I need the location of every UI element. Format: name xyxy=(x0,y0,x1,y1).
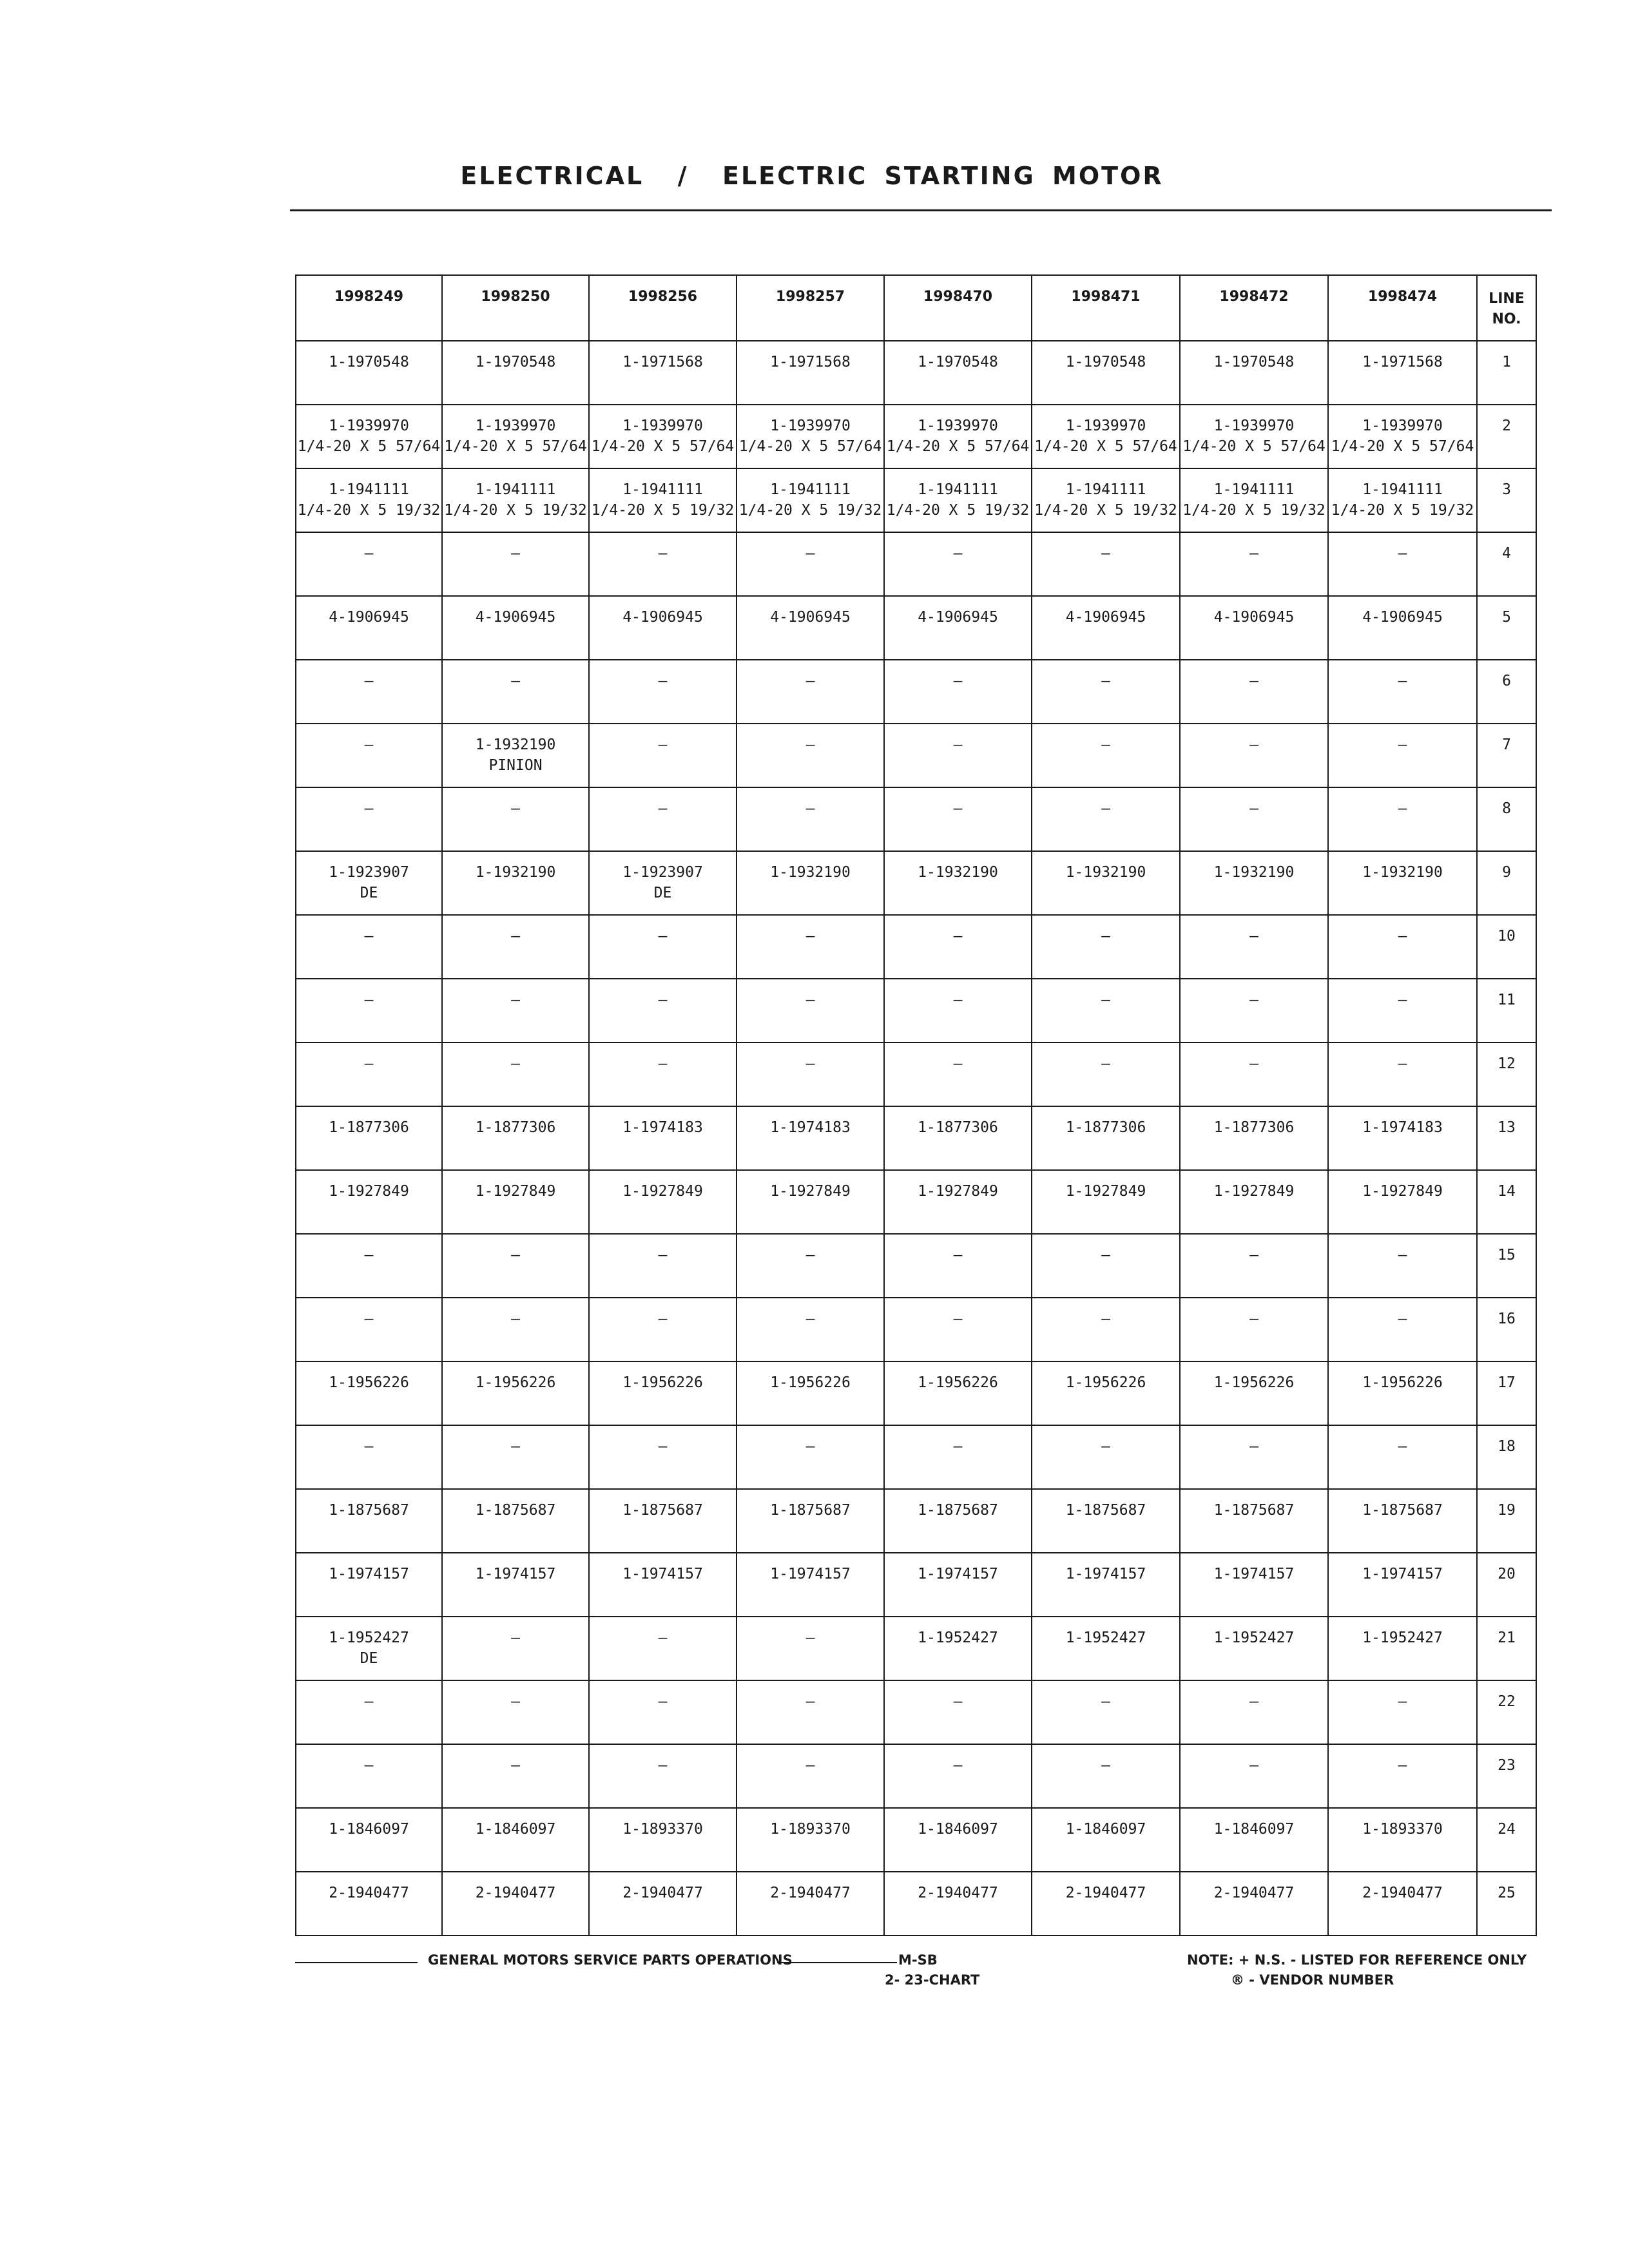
table-cell: 4-1906945 xyxy=(1180,596,1328,660)
table-cell: 1-1952427 xyxy=(1032,1617,1180,1680)
table-cell: — xyxy=(1032,724,1180,787)
table-cell: 1-1927849 xyxy=(1032,1170,1180,1234)
table-cell: — xyxy=(589,979,737,1043)
table-cell: 1-1875687 xyxy=(1032,1489,1180,1553)
table-cell: 1-1974183 xyxy=(1328,1106,1477,1170)
table-row xyxy=(296,596,1536,660)
table-cell: 1-1941111 1/4-20 X 5 19/32 xyxy=(589,468,737,532)
table-cell: — xyxy=(1180,660,1328,724)
table-cell: 1-1927849 xyxy=(884,1170,1032,1234)
column-header-part: 1998470 xyxy=(884,275,1032,341)
table-cell: — xyxy=(296,1425,442,1489)
table-cell: — xyxy=(884,787,1032,851)
table-cell: 1-1956226 xyxy=(1032,1361,1180,1425)
table-cell: — xyxy=(296,724,442,787)
table-cell: 1-1893370 xyxy=(589,1808,737,1872)
table-cell: 2-1940477 xyxy=(442,1872,589,1936)
line-number-cell: 23 xyxy=(1477,1744,1536,1808)
table-cell: 1-1846097 xyxy=(1180,1808,1328,1872)
table-cell: 1-1971568 xyxy=(589,341,737,405)
table-cell: — xyxy=(589,724,737,787)
table-cell: — xyxy=(1032,1043,1180,1106)
table-cell: — xyxy=(737,660,884,724)
column-header-part: 1998249 xyxy=(296,275,442,341)
table-cell: — xyxy=(589,1680,737,1744)
table-cell: 1-1939970 1/4-20 X 5 57/64 xyxy=(442,405,589,468)
footer-page-number: 2- 23-CHART xyxy=(885,1972,980,1988)
line-number-cell: 18 xyxy=(1477,1425,1536,1489)
table-cell: — xyxy=(1180,1744,1328,1808)
table-cell: 4-1906945 xyxy=(1328,596,1477,660)
table-cell: 1-1956226 xyxy=(884,1361,1032,1425)
table-cell: — xyxy=(296,532,442,596)
table-cell: — xyxy=(1032,1298,1180,1361)
table-cell: 1-1974157 xyxy=(296,1553,442,1617)
footer-rule-middle xyxy=(777,1962,897,1963)
column-header-line-no: LINE NO. xyxy=(1477,275,1536,341)
table-cell: 1-1923907 DE xyxy=(296,851,442,915)
table-cell: 2-1940477 xyxy=(1180,1872,1328,1936)
table-cell: — xyxy=(296,1234,442,1298)
table-cell: 1-1875687 xyxy=(589,1489,737,1553)
table-cell: — xyxy=(1180,724,1328,787)
table-cell: 1-1875687 xyxy=(1180,1489,1328,1553)
line-number-cell: 4 xyxy=(1477,532,1536,596)
line-number-cell: 25 xyxy=(1477,1872,1536,1936)
table-row xyxy=(296,851,1536,915)
table-cell: — xyxy=(737,1234,884,1298)
table-cell: 1-1941111 1/4-20 X 5 19/32 xyxy=(296,468,442,532)
table-row xyxy=(296,1298,1536,1361)
table-row xyxy=(296,979,1536,1043)
table-cell: 1-1875687 xyxy=(1328,1489,1477,1553)
footer-note-vendor: ® - VENDOR NUMBER xyxy=(1231,1972,1394,1988)
table-cell: — xyxy=(1328,1425,1477,1489)
table-cell: 1-1974183 xyxy=(737,1106,884,1170)
table-row xyxy=(296,1553,1536,1617)
table-cell: — xyxy=(1032,1234,1180,1298)
table-cell: — xyxy=(589,787,737,851)
table-cell: — xyxy=(442,979,589,1043)
table-row xyxy=(296,1808,1536,1872)
table-cell: 1-1932190 PINION xyxy=(442,724,589,787)
table-row xyxy=(296,1744,1536,1808)
table-cell: 1-1927849 xyxy=(737,1170,884,1234)
table-cell: 2-1940477 xyxy=(737,1872,884,1936)
line-number-cell: 20 xyxy=(1477,1553,1536,1617)
table-cell: — xyxy=(884,532,1032,596)
footer-code: M-SB xyxy=(898,1952,938,1968)
table-row xyxy=(296,1043,1536,1106)
table-row xyxy=(296,915,1536,979)
table-cell: — xyxy=(442,915,589,979)
footer-publisher: GENERAL MOTORS SERVICE PARTS OPERATIONS xyxy=(428,1952,793,1968)
table-cell: — xyxy=(737,915,884,979)
table-cell: — xyxy=(1328,660,1477,724)
table-cell: — xyxy=(737,1617,884,1680)
line-number-cell: 11 xyxy=(1477,979,1536,1043)
line-number-cell: 5 xyxy=(1477,596,1536,660)
table-cell: 1-1941111 1/4-20 X 5 19/32 xyxy=(1032,468,1180,532)
table-row xyxy=(296,468,1536,532)
table-cell: — xyxy=(737,787,884,851)
table-cell: 1-1927849 xyxy=(1180,1170,1328,1234)
table-cell: 1-1846097 xyxy=(442,1808,589,1872)
table-cell: 1-1952427 xyxy=(1180,1617,1328,1680)
table-cell: 1-1877306 xyxy=(296,1106,442,1170)
line-number-cell: 19 xyxy=(1477,1489,1536,1553)
table-cell: — xyxy=(884,915,1032,979)
line-number-cell: 12 xyxy=(1477,1043,1536,1106)
table-cell: — xyxy=(442,1234,589,1298)
table-cell: 1-1893370 xyxy=(1328,1808,1477,1872)
table-cell: 1-1875687 xyxy=(442,1489,589,1553)
table-cell: — xyxy=(1328,724,1477,787)
table-cell: 1-1956226 xyxy=(737,1361,884,1425)
table-cell: 1-1939970 1/4-20 X 5 57/64 xyxy=(1032,405,1180,468)
table-cell: — xyxy=(737,1680,884,1744)
line-number-cell: 24 xyxy=(1477,1808,1536,1872)
line-number-cell: 17 xyxy=(1477,1361,1536,1425)
table-cell: 1-1939970 1/4-20 X 5 57/64 xyxy=(1328,405,1477,468)
table-cell: — xyxy=(1328,787,1477,851)
table-cell: 1-1939970 1/4-20 X 5 57/64 xyxy=(884,405,1032,468)
table-cell: — xyxy=(737,1744,884,1808)
line-number-cell: 14 xyxy=(1477,1170,1536,1234)
table-cell: — xyxy=(296,1744,442,1808)
table-cell: 1-1952427 xyxy=(1328,1617,1477,1680)
table-cell: — xyxy=(884,660,1032,724)
table-row xyxy=(296,1106,1536,1170)
table-cell: — xyxy=(737,1425,884,1489)
line-number-cell: 13 xyxy=(1477,1106,1536,1170)
table-cell: — xyxy=(1180,1043,1328,1106)
table-cell: 1-1877306 xyxy=(1032,1106,1180,1170)
table-cell: 1-1941111 1/4-20 X 5 19/32 xyxy=(1328,468,1477,532)
table-cell: — xyxy=(884,1298,1032,1361)
table-cell: — xyxy=(589,1425,737,1489)
table-cell: 1-1941111 1/4-20 X 5 19/32 xyxy=(884,468,1032,532)
table-cell: 1-1952427 DE xyxy=(296,1617,442,1680)
column-header-part: 1998250 xyxy=(442,275,589,341)
table-row xyxy=(296,1489,1536,1553)
table-cell: 1-1974157 xyxy=(737,1553,884,1617)
table-row xyxy=(296,724,1536,787)
table-row xyxy=(296,1170,1536,1234)
line-number-cell: 6 xyxy=(1477,660,1536,724)
table-cell: — xyxy=(589,660,737,724)
table-cell: — xyxy=(1032,1744,1180,1808)
table-cell: — xyxy=(1180,1680,1328,1744)
table-cell: 2-1940477 xyxy=(884,1872,1032,1936)
table-cell: 1-1956226 xyxy=(442,1361,589,1425)
title-underline xyxy=(290,209,1552,211)
table-cell: — xyxy=(296,1298,442,1361)
table-cell: — xyxy=(1032,660,1180,724)
table-cell: — xyxy=(1032,787,1180,851)
table-cell: 1-1923907 DE xyxy=(589,851,737,915)
table-cell: — xyxy=(296,787,442,851)
table-cell: 1-1971568 xyxy=(737,341,884,405)
table-cell: — xyxy=(737,532,884,596)
table-cell: — xyxy=(737,979,884,1043)
table-cell: 1-1970548 xyxy=(442,341,589,405)
table-cell: 1-1941111 1/4-20 X 5 19/32 xyxy=(737,468,884,532)
table-cell: 4-1906945 xyxy=(296,596,442,660)
table-cell: 1-1932190 xyxy=(737,851,884,915)
table-cell: — xyxy=(442,1298,589,1361)
table-cell: — xyxy=(296,1680,442,1744)
line-number-cell: 16 xyxy=(1477,1298,1536,1361)
table-cell: 1-1932190 xyxy=(442,851,589,915)
table-cell: — xyxy=(442,1043,589,1106)
line-number-cell: 3 xyxy=(1477,468,1536,532)
table-cell: 1-1970548 xyxy=(1180,341,1328,405)
table-cell: 1-1971568 xyxy=(1328,341,1477,405)
table-cell: 1-1956226 xyxy=(1328,1361,1477,1425)
table-cell: 2-1940477 xyxy=(296,1872,442,1936)
table-cell: 1-1932190 xyxy=(1180,851,1328,915)
table-cell: — xyxy=(296,660,442,724)
table-cell: — xyxy=(589,1298,737,1361)
table-cell: 1-1939970 1/4-20 X 5 57/64 xyxy=(1180,405,1328,468)
table-cell: — xyxy=(1180,1298,1328,1361)
table-cell: — xyxy=(1328,1744,1477,1808)
table-cell: 1-1974157 xyxy=(1180,1553,1328,1617)
column-header-part: 1998257 xyxy=(737,275,884,341)
table-cell: 2-1940477 xyxy=(1032,1872,1180,1936)
column-header-part: 1998256 xyxy=(589,275,737,341)
table-cell: — xyxy=(296,979,442,1043)
table-cell: 1-1846097 xyxy=(1032,1808,1180,1872)
table-cell: — xyxy=(1180,787,1328,851)
table-cell: — xyxy=(1032,915,1180,979)
table-cell: 1-1877306 xyxy=(884,1106,1032,1170)
table-cell: — xyxy=(589,1234,737,1298)
table-cell: 2-1940477 xyxy=(1328,1872,1477,1936)
line-number-cell: 9 xyxy=(1477,851,1536,915)
table-cell: — xyxy=(737,1298,884,1361)
table-cell: 1-1875687 xyxy=(884,1489,1032,1553)
column-header-part: 1998474 xyxy=(1328,275,1477,341)
table-cell: 1-1970548 xyxy=(1032,341,1180,405)
table-cell: 1-1974157 xyxy=(884,1553,1032,1617)
line-number-cell: 8 xyxy=(1477,787,1536,851)
table-cell: — xyxy=(884,724,1032,787)
table-cell: — xyxy=(589,1043,737,1106)
table-cell: — xyxy=(884,1425,1032,1489)
table-cell: — xyxy=(884,1680,1032,1744)
table-cell: 1-1932190 xyxy=(1328,851,1477,915)
table-cell: 1-1927849 xyxy=(296,1170,442,1234)
table-cell: 1-1932190 xyxy=(1032,851,1180,915)
line-number-cell: 10 xyxy=(1477,915,1536,979)
table-cell: — xyxy=(1180,1234,1328,1298)
table-cell: 1-1974157 xyxy=(589,1553,737,1617)
table-row xyxy=(296,1680,1536,1744)
table-row xyxy=(296,1425,1536,1489)
table-cell: — xyxy=(1032,532,1180,596)
footer-note-ns: NOTE: + N.S. - LISTED FOR REFERENCE ONLY xyxy=(1187,1952,1527,1968)
table-cell: 1-1927849 xyxy=(442,1170,589,1234)
table-cell: 1-1941111 1/4-20 X 5 19/32 xyxy=(1180,468,1328,532)
table-cell: — xyxy=(1180,532,1328,596)
table-cell: — xyxy=(589,1744,737,1808)
table-cell: 4-1906945 xyxy=(1032,596,1180,660)
table-row xyxy=(296,1361,1536,1425)
table-cell: 1-1932190 xyxy=(884,851,1032,915)
line-number-cell: 21 xyxy=(1477,1617,1536,1680)
table-cell: 1-1956226 xyxy=(1180,1361,1328,1425)
page-title: ELECTRICAL / ELECTRIC STARTING MOTOR xyxy=(460,162,1164,190)
table-cell: 1-1974183 xyxy=(589,1106,737,1170)
table-cell: — xyxy=(442,1744,589,1808)
table-cell: — xyxy=(1032,1425,1180,1489)
table-cell: — xyxy=(589,532,737,596)
table-cell: — xyxy=(1328,1234,1477,1298)
table-cell: — xyxy=(884,1744,1032,1808)
table-cell: 1-1952427 xyxy=(884,1617,1032,1680)
column-header-part: 1998471 xyxy=(1032,275,1180,341)
footer-rule-left xyxy=(295,1962,418,1963)
table-row xyxy=(296,1872,1536,1936)
table-cell: — xyxy=(1032,1680,1180,1744)
table-cell: — xyxy=(589,915,737,979)
table-cell: 1-1939970 1/4-20 X 5 57/64 xyxy=(296,405,442,468)
table-row xyxy=(296,787,1536,851)
table-cell: — xyxy=(737,724,884,787)
line-number-cell: 7 xyxy=(1477,724,1536,787)
table-cell: 4-1906945 xyxy=(884,596,1032,660)
table-cell: 4-1906945 xyxy=(589,596,737,660)
table-cell: 1-1970548 xyxy=(296,341,442,405)
table-row xyxy=(296,341,1536,405)
table-cell: 1-1846097 xyxy=(884,1808,1032,1872)
line-number-cell: 22 xyxy=(1477,1680,1536,1744)
table-cell: — xyxy=(442,787,589,851)
table-cell: 4-1906945 xyxy=(442,596,589,660)
table-cell: 1-1875687 xyxy=(737,1489,884,1553)
table-cell: 1-1877306 xyxy=(1180,1106,1328,1170)
table-cell: — xyxy=(1328,979,1477,1043)
table-cell: 1-1877306 xyxy=(442,1106,589,1170)
column-header-part: 1998472 xyxy=(1180,275,1328,341)
table-cell: 1-1970548 xyxy=(884,341,1032,405)
table-cell: — xyxy=(1180,915,1328,979)
table-cell: 1-1974157 xyxy=(442,1553,589,1617)
line-number-cell: 1 xyxy=(1477,341,1536,405)
table-cell: 1-1875687 xyxy=(296,1489,442,1553)
table-cell: — xyxy=(589,1617,737,1680)
table-cell: — xyxy=(1180,979,1328,1043)
table-cell: 1-1927849 xyxy=(1328,1170,1477,1234)
table-row xyxy=(296,532,1536,596)
table-cell: — xyxy=(296,915,442,979)
table-cell: 1-1846097 xyxy=(296,1808,442,1872)
table-cell: — xyxy=(442,1680,589,1744)
table-cell: — xyxy=(1328,532,1477,596)
table-cell: 1-1927849 xyxy=(589,1170,737,1234)
table-cell: — xyxy=(1328,915,1477,979)
line-number-cell: 15 xyxy=(1477,1234,1536,1298)
table-row xyxy=(296,1617,1536,1680)
table-cell: 1-1893370 xyxy=(737,1808,884,1872)
table-cell: — xyxy=(1328,1680,1477,1744)
table-row xyxy=(296,660,1536,724)
table-cell: 1-1939970 1/4-20 X 5 57/64 xyxy=(589,405,737,468)
line-number-cell: 2 xyxy=(1477,405,1536,468)
table-cell: — xyxy=(442,1425,589,1489)
parts-table xyxy=(295,274,1537,1936)
table-cell: — xyxy=(1328,1298,1477,1361)
table-cell: — xyxy=(1328,1043,1477,1106)
table-cell: — xyxy=(442,1617,589,1680)
table-cell: 1-1941111 1/4-20 X 5 19/32 xyxy=(442,468,589,532)
table-cell: — xyxy=(296,1043,442,1106)
table-row xyxy=(296,1234,1536,1298)
table-cell: — xyxy=(737,1043,884,1106)
table-cell: — xyxy=(442,660,589,724)
table-cell: 1-1956226 xyxy=(296,1361,442,1425)
table-cell: 1-1974157 xyxy=(1032,1553,1180,1617)
table-cell: — xyxy=(884,1234,1032,1298)
table-cell: 1-1939970 1/4-20 X 5 57/64 xyxy=(737,405,884,468)
table-row xyxy=(296,405,1536,468)
table-cell: 4-1906945 xyxy=(737,596,884,660)
table-cell: — xyxy=(884,979,1032,1043)
table-cell: — xyxy=(1180,1425,1328,1489)
table-cell: — xyxy=(884,1043,1032,1106)
table-header-row xyxy=(296,275,1536,341)
table-cell: — xyxy=(1032,979,1180,1043)
table-cell: 1-1956226 xyxy=(589,1361,737,1425)
table-cell: 1-1974157 xyxy=(1328,1553,1477,1617)
table-cell: 2-1940477 xyxy=(589,1872,737,1936)
table-cell: — xyxy=(442,532,589,596)
